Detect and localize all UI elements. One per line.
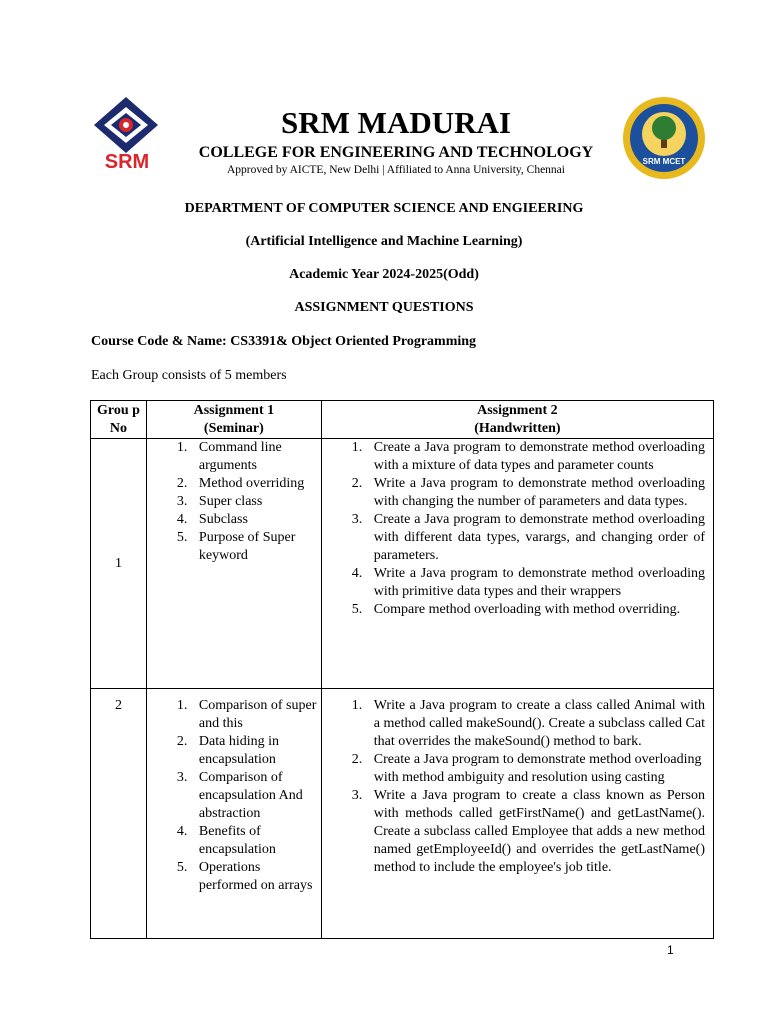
header-a2-type: (Handwritten) [474, 421, 561, 436]
document-title: ASSIGNMENT QUESTIONS [294, 300, 474, 315]
college-subtitle: COLLEGE FOR ENGINEERING AND TECHNOLOGY [198, 144, 594, 161]
list-item: 4. Benefits of encapsulation [176, 824, 276, 857]
assignment-table [90, 400, 714, 939]
list-item: 1. Write a Java program to create a class called Animal with a method called makeSound(). Create a subclass called Cat that overrides the makeSound() method to bark. [351, 698, 705, 749]
group-note: Each Group consists of 5 members [91, 368, 287, 383]
list-item: 5. Purpose of Super keyword [176, 530, 296, 563]
college-title-block [186, 105, 606, 178]
srm-mcet-seal [622, 96, 706, 180]
list-item: 2. Data hiding in encapsulation [176, 734, 280, 767]
header-a1-type: (Seminar) [203, 421, 264, 436]
handwritten-cell [321, 439, 713, 689]
table-header-row [91, 401, 714, 439]
header-assignment-2 [321, 401, 713, 439]
college-name: SRM MADURAI [281, 105, 511, 140]
list-item: 1. Comparison of super and this [176, 698, 317, 731]
header-a2-title: Assignment 2 [477, 403, 558, 418]
list-item: 3. Create a Java program to demonstrate method overloading with different data types, varargs, and changing order of parameters. [351, 512, 705, 563]
specialization-heading: (Artificial Intelligence and Machine Learning) [245, 234, 523, 249]
list-item: 5. Compare method overloading with method overriding. [351, 602, 681, 617]
list-item: 4. Subclass [176, 512, 248, 527]
list-item: 5. Operations performed on arrays [176, 860, 313, 893]
handwritten-cell [321, 689, 713, 939]
college-header [90, 95, 714, 183]
college-approval: Approved by AICTE, New Delhi | Affiliated to Anna University, Chennai [227, 164, 565, 176]
table-row [91, 689, 714, 939]
srm-logo-text: SRM [104, 151, 150, 173]
group-number: 2 [91, 689, 147, 939]
list-item: 1. Command line arguments [176, 440, 282, 473]
course-code-name: Course Code & Name: CS3391& Object Oriented Programming [91, 334, 477, 349]
group-number: 1 [91, 439, 147, 689]
list-item: 3. Write a Java program to create a class known as Person with methods called getFirstName() and getLastName(). Create a subclass called Employee that adds a new method named getEmployeeId() and overrides the getLastName() method to include the employee's job title. [351, 788, 705, 875]
list-item: 3. Comparison of encapsulation And abstraction [176, 770, 303, 821]
department-heading: DEPARTMENT OF COMPUTER SCIENCE AND ENGIEERING [184, 201, 584, 216]
header-group-no: Grou p No [91, 401, 147, 439]
list-item: 1. Create a Java program to demonstrate method overloading with a mixture of data types and parameter counts [351, 440, 705, 473]
list-item: 4. Write a Java program to demonstrate method overloading with primitive data types and their wrappers [351, 566, 705, 599]
table-row [91, 439, 714, 689]
list-item: 2. Write a Java program to demonstrate method overloading with changing the number of parameters and data types. [351, 476, 705, 509]
seminar-cell [146, 439, 321, 689]
seal-text: SRM MCET [642, 157, 686, 166]
list-item: 2. Create a Java program to demonstrate method overloading with method ambiguity and resolution using casting [351, 752, 702, 785]
page-number: 1 [667, 943, 674, 957]
list-item: 2. Method overriding [176, 476, 305, 491]
academic-year: Academic Year 2024-2025(Odd) [289, 267, 479, 282]
header-assignment-1 [146, 401, 321, 439]
header-a1-title: Assignment 1 [193, 403, 275, 418]
seminar-cell [146, 689, 321, 939]
list-item: 3. Super class [176, 494, 263, 509]
